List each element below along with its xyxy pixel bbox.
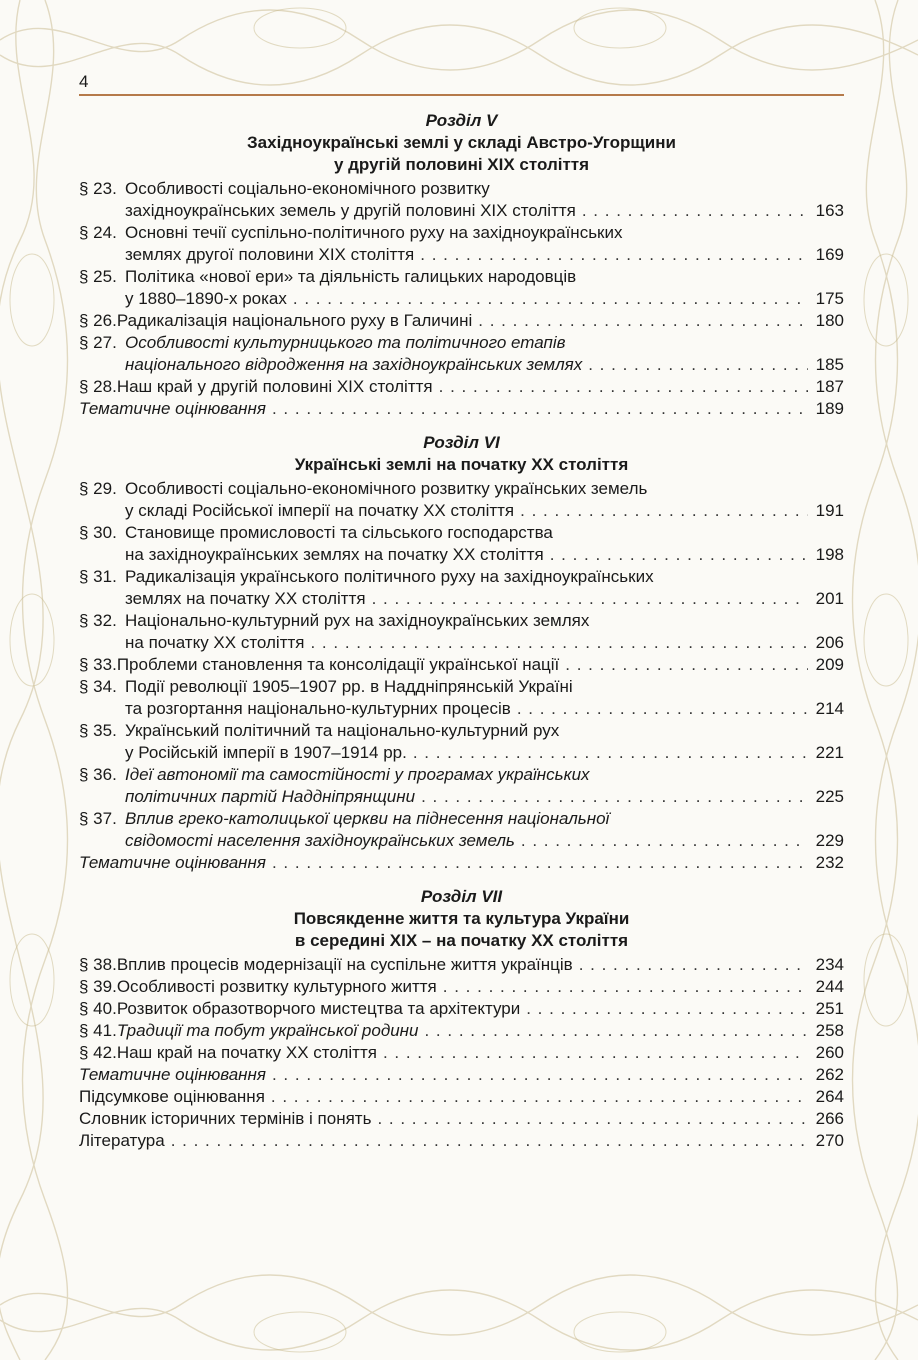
paragraph-number: § 24. [79, 223, 117, 242]
entry-title: Український політичний та національно-культурний рух [125, 721, 560, 740]
toc-entry-line [79, 676, 844, 698]
entry-title: Література [79, 1131, 165, 1150]
entry-title: Тематичне оцінювання [79, 1065, 266, 1084]
paragraph-number: § 23. [79, 179, 117, 198]
section-title: Розділ VI [423, 433, 500, 452]
toc-entry[interactable] [79, 398, 844, 420]
toc-entry-line [79, 1086, 844, 1108]
entry-title: Політика «нової ери» та діяльність галицьких народовців [125, 267, 577, 286]
dot-leader [588, 354, 808, 376]
paragraph-number: § 30. [79, 523, 117, 542]
page-ref: 264 [815, 1087, 844, 1106]
entry-title: землях на початку ХХ століття [125, 589, 366, 608]
entry-title: Тематичне оцінювання [79, 853, 266, 872]
section-title: Розділ VII [420, 887, 503, 906]
paragraph-number: § 34. [79, 677, 117, 696]
toc-entry[interactable] [79, 522, 844, 566]
dot-leader [271, 1086, 808, 1108]
page-ref: 180 [815, 311, 844, 330]
paragraph-number: § 36. [79, 765, 117, 784]
toc-entry[interactable] [79, 954, 844, 976]
page-ref: 206 [815, 633, 844, 652]
paragraph-number: § 28. [79, 377, 117, 396]
dot-leader [517, 698, 808, 720]
page-ref: 163 [815, 201, 844, 220]
toc-entry-line [79, 200, 844, 222]
entry-title: Словник історичних термінів і понять [79, 1109, 372, 1128]
entry-title: у складі Російської імперії на початку ХХ століття [125, 501, 515, 520]
page-ref: 175 [815, 289, 844, 308]
entry-title: Основні течії суспільно-політичного руху на західноукраїнських [125, 223, 623, 242]
paragraph-number: § 31. [79, 567, 117, 586]
entry-title: Радикалізація українського політичного руху на західноукраїнських [125, 567, 654, 586]
toc-entry-line [79, 1108, 844, 1130]
page-ref: 214 [815, 699, 844, 718]
toc-entry[interactable] [79, 676, 844, 720]
page-ref: 262 [815, 1065, 844, 1084]
toc-entry-line [79, 654, 844, 676]
section-heading [79, 886, 844, 952]
page-ref: 270 [815, 1131, 844, 1150]
page-number: 4 [79, 72, 89, 91]
toc-entry-line [79, 178, 844, 200]
entry-title: Особливості розвитку культурного життя [116, 977, 437, 996]
paragraph-number: § 39. [79, 977, 117, 996]
toc-entry-line [79, 376, 844, 398]
toc-entry[interactable] [79, 808, 844, 852]
entry-title: на початку ХХ століття [125, 633, 305, 652]
toc-section [79, 432, 844, 874]
section-subtitle: Західноукраїнські землі у складі Австро-Угорщини [247, 133, 676, 152]
toc-entry-line [79, 998, 844, 1020]
toc-entry[interactable] [79, 1042, 844, 1064]
paragraph-number: § 35. [79, 721, 117, 740]
toc-entry-line [79, 786, 844, 808]
page-ref: 169 [815, 245, 844, 264]
toc-entry[interactable] [79, 764, 844, 808]
section-subtitle: у другій половині XIX століття [333, 155, 590, 174]
entry-title: Національно-культурний рух на західноукраїнських землях [125, 611, 590, 630]
entry-title: національного відродження на західноукраїнських землях [125, 355, 583, 374]
dot-leader [424, 1020, 808, 1042]
toc-entry-line [79, 588, 844, 610]
paragraph-number: § 38. [79, 955, 117, 974]
entry-title: Вплив процесів модернізації на суспільне життя українців [116, 955, 573, 974]
dot-leader [521, 830, 808, 852]
dot-leader [171, 1130, 808, 1152]
page-ref: 232 [815, 853, 844, 872]
page-ref: 187 [815, 377, 844, 396]
toc-entry-line [79, 478, 844, 500]
page-ref: 266 [815, 1109, 844, 1128]
dot-leader [377, 1108, 808, 1130]
dot-leader [413, 742, 808, 764]
paragraph-number: § 26. [79, 311, 117, 330]
entry-title: Наш край на початку ХХ століття [116, 1043, 377, 1062]
dot-leader [478, 310, 808, 332]
section-heading [79, 432, 844, 476]
entry-title: політичних партій Наддніпрянщини [125, 787, 416, 806]
toc-entry[interactable] [79, 720, 844, 764]
dot-leader [565, 654, 808, 676]
page-ref: 185 [815, 355, 844, 374]
page-ref: 258 [815, 1021, 844, 1040]
page-ref: 225 [815, 787, 844, 806]
page-ref: 221 [815, 743, 844, 762]
header-rule [79, 94, 844, 96]
paragraph-number: § 32. [79, 611, 117, 630]
entry-title: Наш край у другій половині XIX століття [116, 377, 433, 396]
dot-leader [420, 244, 808, 266]
toc-entry-line [79, 954, 844, 976]
entry-title: Особливості соціально-економічного розвитку українських земель [125, 479, 648, 498]
toc-entry-line [79, 742, 844, 764]
entry-title: на західноукраїнських землях на початку ХХ століття [125, 545, 544, 564]
toc-entry[interactable] [79, 852, 844, 874]
toc-entry[interactable] [79, 1064, 844, 1086]
toc-entry[interactable] [79, 1130, 844, 1152]
toc-entry[interactable] [79, 332, 844, 376]
paragraph-number: § 40. [79, 999, 117, 1018]
page-ref: 198 [815, 545, 844, 564]
dot-leader [520, 500, 808, 522]
dot-leader [272, 1064, 808, 1086]
dot-leader [421, 786, 808, 808]
toc-entry-line [79, 310, 844, 332]
paragraph-number: § 27. [79, 333, 117, 352]
entry-title: Розвиток образотворчого мистецтва та архітектури [116, 999, 521, 1018]
toc-entry-line [79, 522, 844, 544]
entry-title: Події революції 1905–1907 рр. в Наддніпрянській Україні [125, 677, 573, 696]
entry-title: та розгортання національно-культурних процесів [125, 699, 511, 718]
page-ref: 191 [815, 501, 844, 520]
entry-title: Традиції та побут української родини [116, 1021, 419, 1040]
page-ref: 229 [815, 831, 844, 850]
dot-leader [383, 1042, 808, 1064]
toc-entry-line [79, 332, 844, 354]
toc-entry-line [79, 266, 844, 288]
toc-entry[interactable] [79, 998, 844, 1020]
toc-entry[interactable] [79, 1020, 844, 1042]
toc-entry-line [79, 632, 844, 654]
toc-entry-line [79, 1042, 844, 1064]
entry-title: Особливості культурницького та політичного етапів [125, 333, 566, 352]
toc-entry-line [79, 976, 844, 998]
toc-entry-line [79, 222, 844, 244]
toc-entry-line [79, 808, 844, 830]
entry-title: Радикалізація національного руху в Галичині [116, 311, 473, 330]
dot-leader [310, 632, 808, 654]
page-ref: 189 [815, 399, 844, 418]
toc-entry-line [79, 830, 844, 852]
toc-entry-line [79, 544, 844, 566]
entry-title: у Російській імперії в 1907–1914 рр. [125, 743, 407, 762]
entry-title: свідомості населення західноукраїнських земель [125, 831, 515, 850]
toc-entry-line [79, 354, 844, 376]
toc-entry[interactable] [79, 1108, 844, 1130]
dot-leader [526, 998, 808, 1020]
toc-entry[interactable] [79, 266, 844, 310]
dot-leader [582, 200, 808, 222]
toc-entry-line [79, 852, 844, 874]
toc-entry[interactable] [79, 654, 844, 676]
paragraph-number: § 42. [79, 1043, 117, 1062]
dot-leader [272, 852, 808, 874]
entry-title: Підсумкове оцінювання [79, 1087, 265, 1106]
dot-leader [439, 376, 808, 398]
entry-title: у 1880–1890-х роках [125, 289, 287, 308]
toc-entry[interactable] [79, 478, 844, 522]
toc-entry-line [79, 244, 844, 266]
toc-entry[interactable] [79, 310, 844, 332]
toc-entry-line [79, 1020, 844, 1042]
page-ref: 209 [815, 655, 844, 674]
toc-entry-line [79, 288, 844, 310]
paragraph-number: § 25. [79, 267, 117, 286]
toc-entry[interactable] [79, 566, 844, 610]
dot-leader [550, 544, 808, 566]
toc-entry-line [79, 500, 844, 522]
toc-entry[interactable] [79, 178, 844, 222]
entry-title: Ідеї автономії та самостійності у програмах українських [125, 765, 590, 784]
toc-entry[interactable] [79, 976, 844, 998]
section-title: Розділ V [425, 111, 498, 130]
page-ref: 260 [815, 1043, 844, 1062]
page-ref: 251 [815, 999, 844, 1018]
page-ref: 234 [815, 955, 844, 974]
paragraph-number: § 29. [79, 479, 117, 498]
toc-entry-line [79, 398, 844, 420]
toc-entry-line [79, 764, 844, 786]
toc-entry[interactable] [79, 376, 844, 398]
toc-section [79, 886, 844, 1152]
section-heading [79, 110, 844, 176]
paragraph-number: § 37. [79, 809, 117, 828]
entry-title: Особливості соціально-економічного розвитку [125, 179, 490, 198]
dot-leader [579, 954, 808, 976]
entry-title: Вплив греко-католицької церкви на піднесення національної [125, 809, 610, 828]
paragraph-number: § 33. [79, 655, 117, 674]
toc-section [79, 110, 844, 420]
page-ref: 201 [815, 589, 844, 608]
section-subtitle: в середині XIX – на початку ХХ століття [294, 931, 629, 950]
toc-entry-line [79, 1064, 844, 1086]
toc-entry[interactable] [79, 610, 844, 654]
paragraph-number: § 41. [79, 1021, 117, 1040]
entry-title: Становище промисловості та сільського господарства [125, 523, 553, 542]
toc-entry-line [79, 1130, 844, 1152]
toc-entry-line [79, 566, 844, 588]
dot-leader [372, 588, 808, 610]
entry-title: Тематичне оцінювання [79, 399, 266, 418]
dot-leader [272, 398, 808, 420]
toc-entry-line [79, 720, 844, 742]
table-of-contents [79, 110, 844, 1164]
entry-title: Проблеми становлення та консолідації української нації [116, 655, 560, 674]
toc-entry[interactable] [79, 222, 844, 266]
toc-entry-line [79, 610, 844, 632]
entry-title: західноукраїнських земель у другій половині XIX століття [125, 201, 576, 220]
section-subtitle: Повсякденне життя та культура України [293, 909, 630, 928]
page-ref: 244 [815, 977, 844, 996]
toc-entry[interactable] [79, 1086, 844, 1108]
entry-title: землях другої половини XIX століття [125, 245, 415, 264]
section-subtitle: Українські землі на початку ХХ століття [294, 455, 629, 474]
dot-leader [443, 976, 808, 998]
dot-leader [293, 288, 808, 310]
toc-entry-line [79, 698, 844, 720]
